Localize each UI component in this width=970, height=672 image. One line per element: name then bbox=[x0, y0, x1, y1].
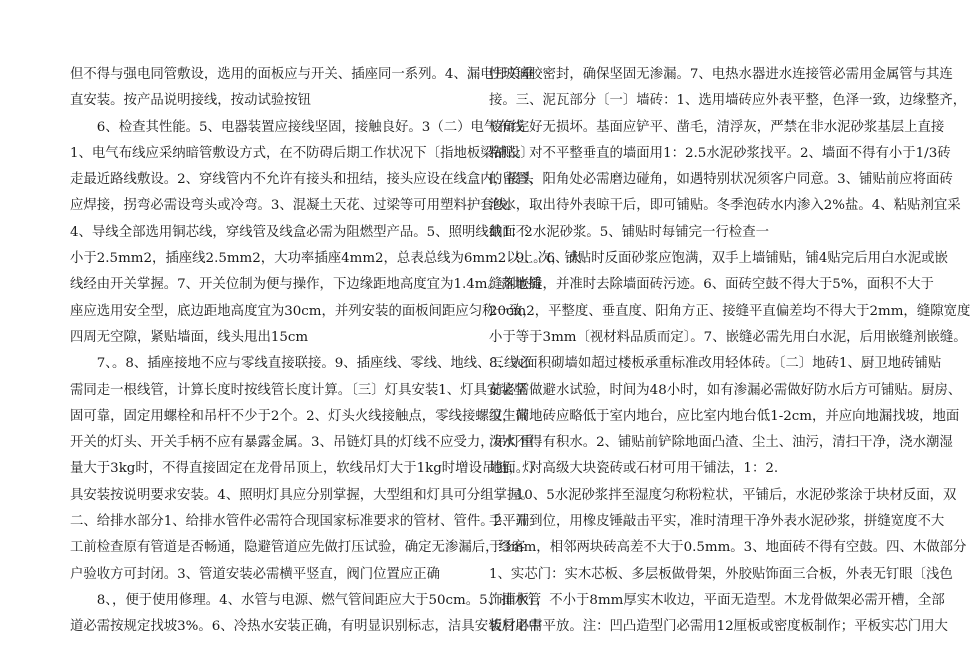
text-line: 应焊接，拐弯必需设弯头或冷弯。3、混凝土天花、过梁等可用塑料护套线。 bbox=[70, 198, 521, 214]
text-line: 8、大面积砌墙如超过楼板承重标准改用轻体砖。〔二〕地砖1、厨卫地砖铺贴 bbox=[489, 356, 942, 372]
text-line: 20cm2，平整度、垂直度、阳角方正、接缝平直偏差均不得大于2mm，缝隙宽度 bbox=[489, 303, 970, 319]
text-line: 板材必需平放。注：凹凸造型门必需用12厘板或密度板制作；平板实芯门用大 bbox=[489, 619, 948, 635]
text-line: 10、5水泥砂浆拌至湿度匀称粉粒状，平铺后，水泥砂浆涂于块材反面，双 bbox=[489, 487, 957, 503]
text-line: 泼水不得有积水。2、铺贴前铲除地面凸渣、尘土、油污，清扫干净，浇水潮湿 bbox=[489, 435, 953, 451]
text-line: 7、。8、插座接地不应与零线直接联接。9、插座线、零线、地线、三线必 bbox=[70, 356, 531, 372]
left-text-column bbox=[70, 62, 582, 662]
text-line: 于3mm，相邻两块砖高差不大于0.5mm。3、地面砖不得有空鼓。四、木做部分 bbox=[489, 540, 967, 556]
text-line: 固可靠，固定用螺栓和吊杆不少于2个。2、灯头火线接触点，零线接螺纹，带 bbox=[70, 408, 529, 424]
text-line: 直安装。按产品说明接线，按动试验按钮 bbox=[70, 93, 312, 109]
text-line: 8、，便于使用修理。4、水管与电源、燃气管间距应大于50cm。5、排水管 bbox=[70, 592, 542, 608]
text-line: 手平端到位，用橡皮锤敲击平实，准时清理干净外表水泥砂浆，拼缝宽度不大 bbox=[489, 514, 945, 530]
text-line: 小于2.5mm2，插座线2.5mm2，大功率插座4mm2，总表总线为6mm2以上。6、火 bbox=[70, 251, 582, 267]
text-line: 四周无空隙，紧贴墙面，线头甩出15cm bbox=[70, 329, 309, 345]
text-line: 线经由开关掌握。7、开关位制为便与操作，下边缘距地高度宜为1.4m。落地插 bbox=[70, 277, 542, 293]
text-line: 的留置，阳角处必需磨边碰角，如遇特别状况须客户同意。3、铺贴前应将面砖 bbox=[489, 172, 953, 188]
text-line: 粘贴。对不平整垂直的墙面用1：2.5水泥砂浆找平。2、墙面不得有小于1/3砖 bbox=[489, 145, 951, 161]
text-line: 量大于3kg时，不得直接固定在龙骨吊顶上，软线吊灯大于1kg时增设吊链，灯 bbox=[70, 461, 536, 477]
text-line: 户验收方可封闭。3、管道安装必需横平竖直，阀门位置应正确 bbox=[70, 566, 441, 582]
text-line: 需同走一根线管，计算长度时按线管长度计算。〔三〕灯具安装1、灯具安装坚 bbox=[70, 382, 528, 398]
text-line: 具安装按说明要求安装。4、照明灯具应分别掌握，大型组和灯具可分组掌握。 bbox=[70, 487, 534, 503]
text-line: 4、导线全部选用铜芯线，穿线管及线盒必需为阻燃型产品。5、照明线截面不 bbox=[70, 224, 529, 240]
text-line: 前必需做避水试验，时间为48小时，如有渗漏必需做好防水后方可铺贴。厨房、 bbox=[489, 382, 962, 398]
text-line: 棱角完好无损坏。基面应铲平、凿毛，清浮灰，严禁在非水泥砂浆基层上直接 bbox=[489, 119, 945, 135]
text-line: 饰面板〕，不小于8mm厚实木收边，平面无造型。木龙骨做架必需开槽，全部 bbox=[489, 592, 945, 608]
text-line: 二、给排水部分1、给排水管件必需符合现国家标准要求的管材、管件。2、开 bbox=[70, 514, 529, 530]
text-line: 缝剂嵌缝，并准时去除墙面砖污迹。6、面砖空鼓不得大于5%，面积不大于 bbox=[489, 277, 934, 293]
text-line: 9、次，铺贴时反面砂浆应饱满，双手上墙铺贴，铺4贴完后用白水泥或嵌 bbox=[489, 251, 948, 267]
text-line: 走最近路线敷设。2、穿线管内不允许有接头和扭结，接头应设在线盒内，接头 bbox=[70, 172, 534, 188]
text-line: 性玻璃胶密封，确保坚固无渗漏。7、电热水器进水连接管必需用金属管与其连 bbox=[489, 67, 953, 82]
text-line: 座应选用安全型，底边距地高度宜为30cm，并列安装的面板间距应匀称一致， bbox=[70, 303, 536, 319]
text-line: 开关的灯头、开关手柄不应有暴露金属。3、吊链灯具的灯线不应受力，吊灯重 bbox=[70, 435, 534, 451]
text-line: 接。三、泥瓦部分〔一〕墙砖：1、选用墙砖应外表平整，色泽一致，边缘整齐， bbox=[489, 93, 967, 109]
text-line: 小于等于3mm〔视材料品质而定〕。7、嵌缝必需先用白水泥，后用嵌缝剂嵌缝。 bbox=[489, 329, 967, 345]
text-line: 6、检查其性能。5、电器装置应接线坚固，接触良好。3（二）电气布线 bbox=[70, 119, 525, 135]
text-line: 1、电气布线应采纳暗管敷设方式，在不防碍后期工作状况下〔指地板梁铺设〕 bbox=[70, 145, 534, 161]
text-line: 工前检查原有管道是否畅通，隐避管道应先做打压试验，确定无渗漏后，经客 bbox=[70, 540, 526, 556]
text-line: 卫生间地砖应略低于室内地台，应比室内地台低1-2cm，并应向地漏找坡，地面 bbox=[489, 408, 960, 424]
text-line: 但不得与强电同管敷设，选用的面板应与开关、插座同一系列。4、漏电开关垂 bbox=[70, 67, 534, 82]
text-line: 地面。对高级大块瓷砖或石材可用干铺法，1：2. bbox=[489, 461, 779, 477]
text-line: 纳1：2水泥砂浆。5、铺贴时每铺完一行检查一 bbox=[489, 224, 769, 240]
text-line: 1、实芯门：实木芯板、多层板做骨架，外胶贴饰面三合板，外表无钉眼〔浅色 bbox=[489, 566, 953, 582]
text-line: 泡水，取出待外表晾干后，即可铺贴。冬季泡砖水内渗入2%盐。4、粘贴剂宜采 bbox=[489, 198, 961, 214]
text-line: 道必需按规定找坡3%。6、冷热水安装正确，有明显识别标志，洁具安装后用中 bbox=[70, 619, 542, 635]
right-text-column bbox=[489, 62, 970, 662]
